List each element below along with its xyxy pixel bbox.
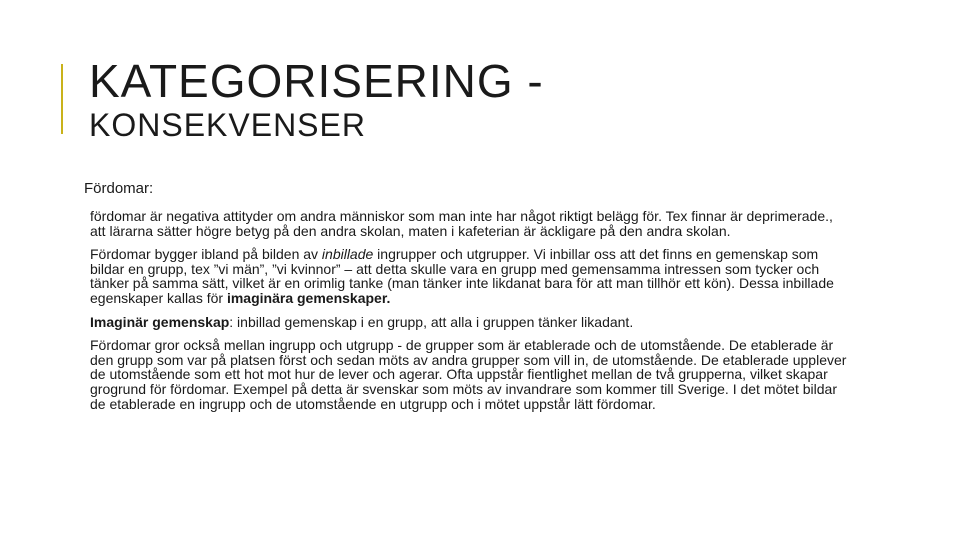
title-accent-bar [61,64,63,134]
paragraph-bold-term: imaginära gemenskaper. [226,289,391,306]
section-label-colon: : [149,180,154,197]
paragraph-italic-term: inbillade [321,246,374,263]
slide-title: KATEGORISERING - [89,55,544,107]
paragraph-imagined-community [90,315,852,330]
content-body [90,209,852,420]
section-label [84,180,153,198]
paragraph-text-middle: ingrupper och utgrupper. Vi inbillar oss att det finns en gemenskap som bildar en grupp, tex ”vi män”, ”vi kvinnor” – att detta skulle vara en grupp med gemensamma intressen som tycker och tänker på samma sätt, vilket är en orimlig tanke (man tänker inte likdanat bara för att man tillhör ett kön). Dessa inbillade egenskaper kallas för [90,246,834,306]
paragraph-imagined-groups [90,247,852,305]
paragraph-text-start: Fördomar bygger ibland på bilden av [90,246,322,263]
section-label-text: Fördomar [84,180,150,197]
paragraph-ingroup-outgroup: Fördomar gror också mellan ingrupp och utgrupp - de grupper som är etablerade och de utomstående. De etablerade är den grupp som var på platsen först och sedan möts av andra grupper som vill in, de utomstående. De etablerade upplever de utomstående som ett hot mot hur de lever och agerar. Ofta uppstår fientlighet mellan de två grupperna, vilket skapar grogrund för fördomar. Exempel på detta är svenskar som möts av invandrare som kommer till Sverige. I det mötet bildar de etablerade en ingrupp och de utomstående en utgrupp och i mötet uppstår lätt fördomar. [90,337,847,412]
paragraph-definition: fördomar är negativa attityder om andra människor som man inte har något riktigt belägg för. Tex finnar är deprimerade., att lärarna sätter högre betyg på den andra skolan, maten i kafeterian är äckligare på den andra skolan. [90,208,833,239]
definition-text: : inbillad gemenskap i en grupp, att alla i gruppen tänker likadant. [229,313,634,330]
slide-subtitle: KONSEKVENSER [89,107,366,143]
definition-term: Imaginär gemenskap [90,313,230,330]
